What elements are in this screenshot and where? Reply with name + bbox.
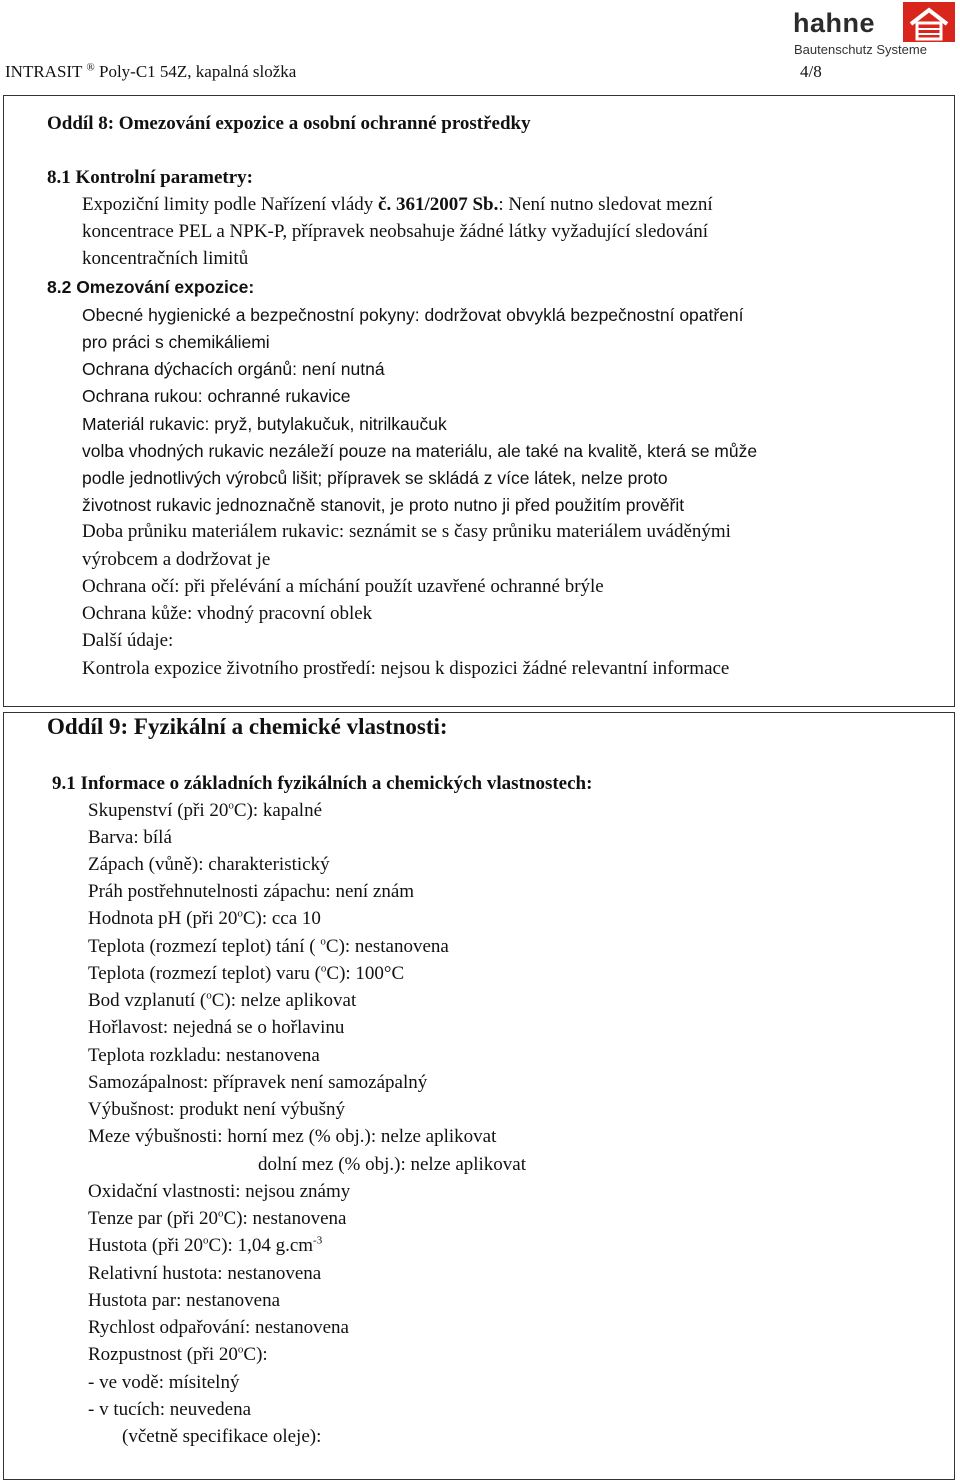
text-run: : Není nutno sledovat mezní [498, 194, 713, 215]
section-8-2-line: Ochrana rukou: ochranné rukavice [82, 386, 351, 406]
section-8-2-line: pro práci s chemikáliemi [82, 332, 270, 352]
product-name: INTRASIT [5, 62, 83, 81]
page-number: 4/8 [800, 62, 822, 81]
section-8-2-title: 8.2 Omezování expozice: [47, 277, 255, 297]
superscript: -3 [313, 1234, 323, 1247]
text-run: C): cca 10 [242, 908, 321, 929]
text-run: C): nestanovena [223, 1208, 347, 1229]
superscript: o [203, 1234, 209, 1247]
section-8-2-line: Doba průniku materiálem rukavic: seznámit se s časy průniku materiálem uváděnými [82, 521, 731, 542]
property-ph [88, 908, 321, 930]
section-8-2-line: Ochrana dýchacích orgánů: není nutná [82, 359, 385, 379]
property-prah: Práh postřehnutelnosti zápachu: není znám [88, 881, 415, 902]
property-rychlost: Rychlost odpařování: nestanovena [88, 1317, 349, 1338]
property-oxidacni: Oxidační vlastnosti: nejsou známy [88, 1181, 351, 1202]
section-8-2-line: Ochrana kůže: vhodný pracovní oblek [82, 603, 373, 624]
property-rozkladu: Teplota rozkladu: nestanovena [88, 1045, 320, 1066]
property-zapach: Zápach (vůně): charakteristický [88, 854, 330, 875]
section-8-2-line: Kontrola expozice životního prostředí: nejsou k dispozici žádné relevantní informace [82, 658, 730, 679]
section-8-1-title: 8.1 Kontrolní parametry: [47, 167, 253, 188]
regulation-ref: č. 361/2007 Sb. [378, 194, 499, 215]
section-8-1-line-1 [82, 194, 713, 216]
text-run: Expoziční limity podle Nařízení vlády [82, 194, 379, 215]
property-vybusnost: Výbušnost: produkt není výbušný [88, 1099, 346, 1120]
text-run: Skupenství (při 20 [88, 800, 229, 821]
property-rozpustnost-voda: - ve vodě: mísitelný [88, 1372, 240, 1393]
property-barva: Barva: bílá [88, 827, 172, 848]
section-8-2-line: výrobcem a dodržovat je [82, 549, 271, 570]
property-samozapalnost: Samozápalnost: přípravek není samozápalný [88, 1072, 428, 1093]
superscript: o [228, 799, 234, 812]
property-tenze [88, 1208, 346, 1230]
product-description: Poly-C1 54Z, kapalná složka [99, 62, 297, 81]
text-run: Teplota (rozmezí teplot) tání ( [88, 936, 321, 957]
section-9-1-title: 9.1 Informace o základních fyzikálních a chemických vlastnostech: [52, 773, 593, 794]
text-run: C): nestanovena [325, 936, 449, 957]
superscript: o [320, 935, 326, 948]
section-8-1-line-3: koncentračních limitů [82, 248, 249, 269]
property-meze-horni: Meze výbušnosti: horní mez (% obj.): nelze aplikovat [88, 1126, 497, 1147]
section-8-2-line: volba vhodných rukavic nezáleží pouze na materiálu, ale také na kvalitě, která se může [82, 441, 758, 461]
section-8-2-line: Další údaje: [82, 630, 174, 651]
text-run: C): nelze aplikovat [211, 990, 357, 1011]
registered-mark: ® [86, 61, 95, 74]
text-run: C): [243, 1344, 268, 1365]
text-run: Hustota (při 20 [88, 1235, 204, 1256]
property-tani [88, 936, 449, 958]
property-vzplanuti [88, 990, 356, 1012]
property-varu [88, 963, 404, 985]
property-rozpustnost-tuky: - v tucích: neuvedena [88, 1399, 252, 1420]
superscript: o [218, 1207, 224, 1220]
text-run: Bod vzplanutí ( [88, 990, 207, 1011]
superscript: o [237, 1343, 244, 1356]
section-8-2-line: Materiál rukavic: pryž, butylakučuk, nitrilkaučuk [82, 414, 447, 434]
section-8-title: Oddíl 8: Omezování expozice a osobní ochranné prostředky [47, 113, 531, 134]
text-run: C): 1,04 g.cm [208, 1235, 314, 1256]
text-run: Teplota (rozmezí teplot) varu ( [88, 963, 321, 984]
text-run: C): kapalné [233, 800, 322, 821]
document-product-header [5, 62, 296, 82]
section-9-title: Oddíl 9: Fyzikální a chemické vlastnosti: [47, 714, 448, 739]
superscript: o [237, 907, 243, 920]
text-run: Hodnota pH (při 20 [88, 908, 238, 929]
logo-wordmark: hahne [793, 8, 876, 38]
superscript: o [320, 962, 327, 975]
property-hustota [88, 1235, 322, 1257]
property-vcetne: (včetně specifikace oleje): [122, 1426, 322, 1447]
text-run: C): 100°C [326, 963, 405, 984]
logo-tagline: Bautenschutz Systeme [794, 42, 927, 57]
property-meze-dolni: dolní mez (% obj.): nelze aplikovat [258, 1154, 527, 1175]
text-run: Rozpustnost (při 20 [88, 1344, 238, 1365]
house-logo-icon [903, 2, 955, 42]
section-8-2-line: životnost rukavic jednoznačně stanovit, je proto nutno ji před použitím prověřit [82, 495, 685, 515]
text-run: Tenze par (při 20 [88, 1208, 219, 1229]
section-8-1-line-2: koncentrace PEL a NPK-P, přípravek neobsahuje žádné látky vyžadující sledování [82, 221, 709, 242]
property-horlavost: Hořlavost: nejedná se o hořlavinu [88, 1017, 345, 1038]
section-8-2-line: Ochrana očí: při přelévání a míchání použít uzavřené ochranné brýle [82, 576, 604, 597]
section-8-2-line: podle jednotlivých výrobců lišit; přípravek se skládá z více látek, nelze proto [82, 468, 668, 488]
property-relativni-hustota: Relativní hustota: nestanovena [88, 1263, 322, 1284]
superscript: o [206, 989, 212, 1002]
hahne-logo [793, 2, 958, 62]
property-rozpustnost [88, 1344, 268, 1366]
property-hustota-par: Hustota par: nestanovena [88, 1290, 281, 1311]
property-skupenstvi [88, 800, 322, 822]
section-8-2-line: Obecné hygienické a bezpečnostní pokyny: dodržovat obvyklá bezpečnostní opatření [82, 305, 744, 325]
